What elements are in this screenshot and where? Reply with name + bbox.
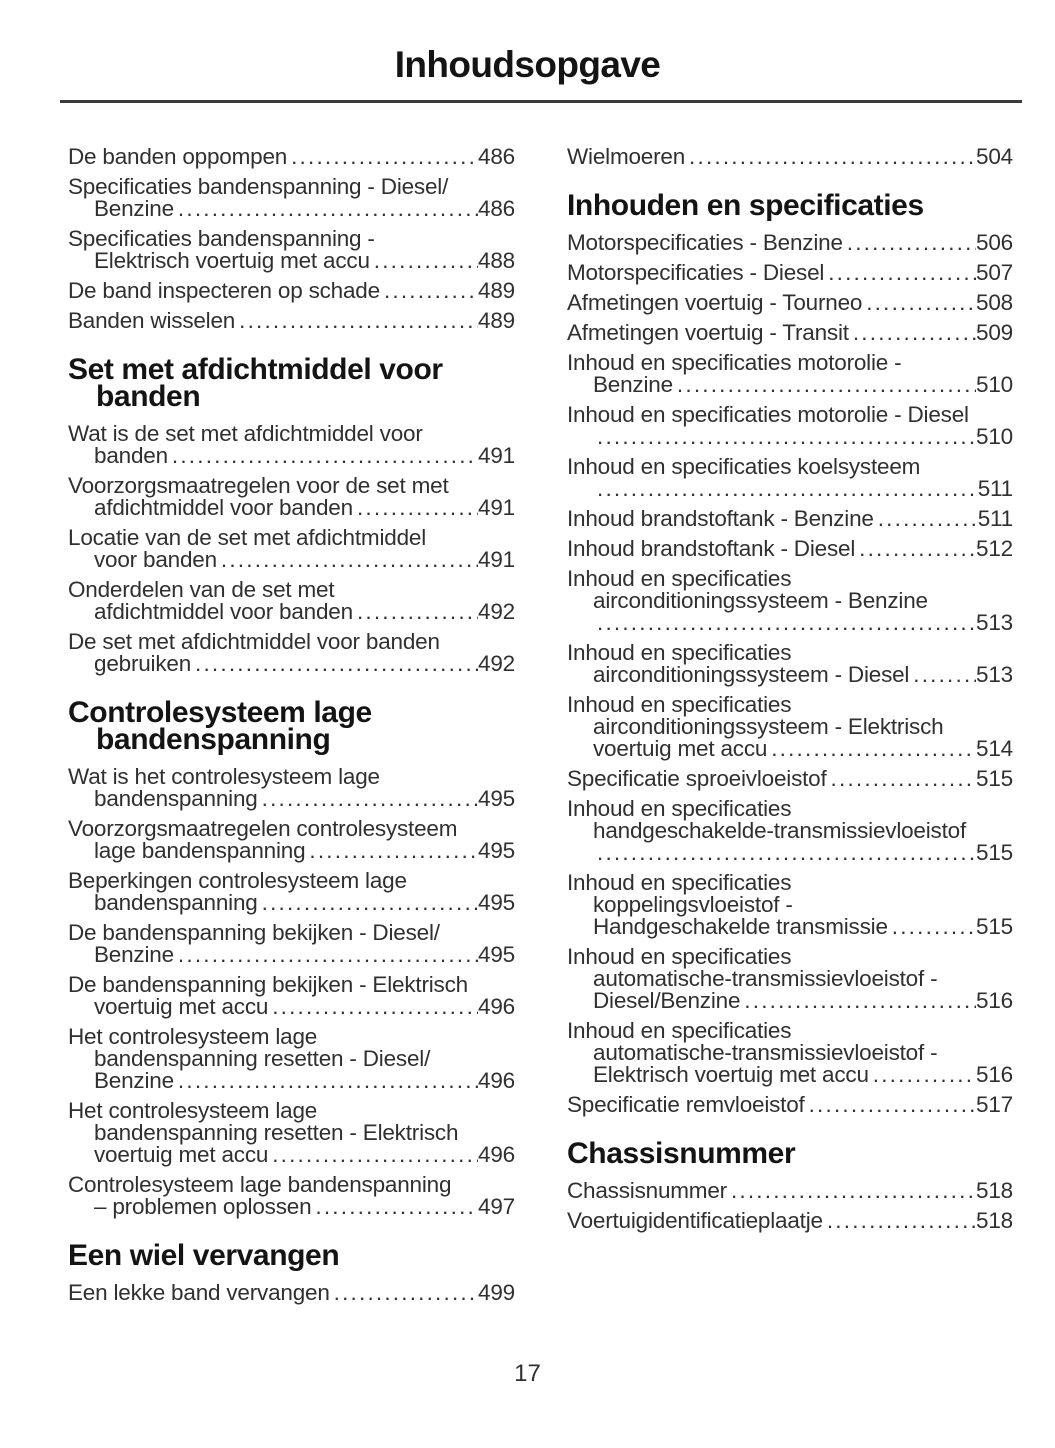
entry-text: Afmetingen voertuig - Transit [567, 320, 849, 345]
leader-dots [262, 788, 478, 810]
toc-entry [68, 176, 515, 220]
toc-entry [68, 146, 515, 168]
toc-entry [68, 922, 515, 966]
entry-text: airconditioningssysteem - Diesel [593, 662, 910, 687]
toc-entry [68, 631, 515, 675]
entry-text: Elektrisch voertuig met accu [593, 1062, 869, 1087]
leader-dots [357, 497, 478, 519]
entry-text: Benzine [94, 1068, 174, 1093]
entry-text: voertuig met accu [593, 736, 768, 761]
entry-text: afdichtmiddel voor banden [94, 495, 353, 520]
leader-dots [828, 262, 976, 284]
leader-dots [597, 426, 976, 448]
entry-text: De band inspecteren op schade [68, 278, 380, 303]
leader-dots [892, 916, 976, 938]
leader-dots [597, 478, 978, 500]
entry-page-number: 515 [976, 840, 1013, 865]
entry-text: Voertuigidentificatieplaatje [567, 1208, 823, 1233]
entry-page-number: 513 [976, 662, 1013, 687]
entry-page-number: 497 [478, 1194, 515, 1219]
toc-entry [567, 872, 1013, 938]
entry-page-number: 495 [478, 942, 515, 967]
toc-entry [68, 475, 515, 519]
toc-entry [567, 642, 1013, 686]
toc-entry [68, 228, 515, 272]
entry-page-number: 496 [478, 1142, 515, 1167]
toc-entry [567, 456, 1013, 500]
entry-text: voor banden [94, 547, 217, 572]
entry-line: Wat is de set met afdichtmiddel voor [68, 421, 423, 446]
entry-last-line [68, 445, 515, 467]
entry-last-line [68, 653, 515, 675]
leader-dots [334, 1282, 478, 1304]
entry-page-number: 486 [478, 144, 515, 169]
entry-page-number: 514 [976, 736, 1013, 761]
entry-line: bandenspanning resetten - Diesel/ [94, 1046, 431, 1071]
entry-last-line [68, 892, 515, 914]
entry-page-number: 491 [478, 495, 515, 520]
leader-dots [731, 1180, 976, 1202]
entry-last-line [567, 738, 1013, 760]
entry-last-line [68, 198, 515, 220]
entry-page-number: 512 [976, 536, 1013, 561]
entry-last-line [567, 612, 1013, 634]
toc-entry [68, 974, 515, 1018]
entry-text: Afmetingen voertuig - Tourneo [567, 290, 863, 315]
toc-entry [567, 232, 1013, 254]
toc-entry [68, 870, 515, 914]
leader-dots [374, 250, 478, 272]
entry-last-line [567, 232, 1013, 254]
toc-entry [567, 694, 1013, 760]
entry-last-line [68, 1196, 515, 1218]
toc-left-column [68, 146, 515, 1312]
toc-entry [567, 538, 1013, 560]
leader-dots [221, 549, 478, 571]
entry-last-line [68, 280, 515, 302]
toc-entry [68, 310, 515, 332]
entry-text: afdichtmiddel voor banden [94, 599, 353, 624]
leader-dots [239, 310, 478, 332]
leader-dots [866, 292, 976, 314]
toc-entry [567, 1094, 1013, 1116]
section-heading [567, 1137, 1013, 1170]
toc-entry [567, 1210, 1013, 1232]
entry-page-number: 499 [478, 1280, 515, 1305]
leader-dots [172, 445, 478, 467]
entry-text: Banden wisselen [68, 308, 236, 333]
entry-page-number: 510 [976, 372, 1013, 397]
entry-line: Inhoud en specificaties motorolie - Diesel [567, 402, 969, 427]
entry-line: Inhoud en specificaties [567, 640, 792, 665]
entry-last-line [567, 916, 1013, 938]
entry-text: banden [94, 443, 168, 468]
toc-entry [567, 798, 1013, 864]
heading-line: Chassisnummer [567, 1137, 796, 1170]
entry-text: Benzine [94, 942, 174, 967]
entry-last-line [68, 996, 515, 1018]
entry-page-number: 506 [976, 230, 1013, 255]
entry-last-line [567, 1180, 1013, 1202]
entry-page-number: 491 [478, 443, 515, 468]
entry-page-number: 496 [478, 994, 515, 1019]
toc-entry [567, 946, 1013, 1012]
entry-page-number: 516 [976, 1062, 1013, 1087]
toc-entry [567, 146, 1013, 168]
heading-line: banden [96, 380, 201, 413]
entry-text: voertuig met accu [94, 1142, 269, 1167]
heading-line: Een wiel vervangen [68, 1239, 340, 1272]
entry-line: Specificaties bandenspanning - Diesel/ [68, 174, 449, 199]
entry-line: Controlesysteem lage bandenspanning [68, 1172, 452, 1197]
entry-text: Benzine [94, 196, 174, 221]
leader-dots [809, 1094, 976, 1116]
entry-line: De bandenspanning bekijken - Diesel/ [68, 920, 440, 945]
entry-page-number: 507 [976, 260, 1013, 285]
entry-text: Inhoud brandstoftank - Diesel [567, 536, 856, 561]
entry-text: De banden oppompen [68, 144, 288, 169]
entry-page-number: 508 [976, 290, 1013, 315]
entry-page-number: 496 [478, 1068, 515, 1093]
toc-entry [567, 322, 1013, 344]
entry-page-number: 515 [976, 766, 1013, 791]
entry-text: voertuig met accu [94, 994, 269, 1019]
leader-dots [272, 996, 478, 1018]
entry-last-line [567, 426, 1013, 448]
entry-line: Inhoud en specificaties [567, 796, 792, 821]
entry-line: Inhoud en specificaties [567, 566, 792, 591]
leader-dots [677, 374, 976, 396]
entry-last-line [567, 538, 1013, 560]
entry-page-number: 509 [976, 320, 1013, 345]
leader-dots [878, 508, 978, 530]
leader-dots [309, 840, 478, 862]
entry-text: lage bandenspanning [94, 838, 306, 863]
entry-text: bandenspanning [94, 890, 258, 915]
entry-last-line [567, 1064, 1013, 1086]
entry-line: handgeschakelde-transmissievloeistof [593, 818, 967, 843]
entry-page-number: 486 [478, 196, 515, 221]
entry-last-line [567, 664, 1013, 686]
entry-last-line [567, 1094, 1013, 1116]
entry-text: Inhoud brandstoftank - Benzine [567, 506, 874, 531]
entry-page-number: 511 [977, 476, 1013, 501]
entry-text: Diesel/Benzine [593, 988, 741, 1013]
leader-dots [847, 232, 976, 254]
toc-entry [567, 508, 1013, 530]
entry-line: Inhoud en specificaties [567, 944, 792, 969]
leader-dots [873, 1064, 976, 1086]
leader-dots [913, 664, 976, 686]
toc-entry [68, 1174, 515, 1218]
entry-line: Inhoud en specificaties [567, 870, 792, 895]
entry-text: Specificatie sproeivloeistof [567, 766, 827, 791]
toc-entry [567, 292, 1013, 314]
toc-entry [567, 1020, 1013, 1086]
toc-entry [68, 818, 515, 862]
entry-line: Inhoud en specificaties koelsysteem [567, 454, 921, 479]
section-heading [68, 1239, 515, 1272]
entry-line: Het controlesysteem lage [68, 1098, 318, 1123]
toc-entry [567, 768, 1013, 790]
entry-last-line [68, 840, 515, 862]
toc-entry [68, 280, 515, 302]
heading-line: bandenspanning [96, 723, 331, 756]
title-divider [60, 100, 1022, 103]
leader-dots [597, 842, 976, 864]
section-heading [68, 353, 515, 413]
page-title: Inhoudsopgave [394, 44, 661, 85]
section-heading [567, 189, 1013, 222]
leader-dots [195, 653, 478, 675]
entry-page-number: 489 [478, 278, 515, 303]
entry-last-line [68, 250, 515, 272]
leader-dots [291, 146, 478, 168]
entry-line: bandenspanning resetten - Elektrisch [94, 1120, 459, 1145]
entry-last-line [68, 944, 515, 966]
entry-last-line [567, 842, 1013, 864]
entry-line: Inhoud en specificaties motorolie - [567, 350, 902, 375]
entry-line: Inhoud en specificaties [567, 1018, 792, 1043]
entry-last-line [567, 478, 1013, 500]
entry-page-number: 517 [976, 1092, 1013, 1117]
entry-page-number: 495 [478, 786, 515, 811]
entry-line: Voorzorgsmaatregelen voor de set met [68, 473, 449, 498]
entry-line: De set met afdichtmiddel voor banden [68, 629, 440, 654]
entry-text: Specificatie remvloeistof [567, 1092, 805, 1117]
heading-line: Inhouden en specificaties [567, 189, 924, 222]
entry-page-number: 516 [976, 988, 1013, 1013]
entry-line: Wat is het controlesysteem lage [68, 764, 380, 789]
entry-page-number: 495 [478, 838, 515, 863]
toc-entry [68, 1026, 515, 1092]
leader-dots [859, 538, 976, 560]
entry-page-number: 491 [478, 547, 515, 572]
entry-line: Onderdelen van de set met [68, 577, 335, 602]
entry-last-line [567, 374, 1013, 396]
entry-line: Locatie van de set met afdichtmiddel [68, 525, 427, 550]
entry-last-line [68, 601, 515, 623]
entry-page-number: 518 [976, 1178, 1013, 1203]
toc-entry [68, 423, 515, 467]
entry-last-line [567, 768, 1013, 790]
toc-entry [567, 1180, 1013, 1202]
entry-text: Benzine [593, 372, 673, 397]
leader-dots [178, 198, 478, 220]
leader-dots [357, 601, 478, 623]
entry-last-line [68, 310, 515, 332]
entry-last-line [68, 788, 515, 810]
toc-entry [68, 1282, 515, 1304]
entry-text: Motorspecificaties - Benzine [567, 230, 843, 255]
entry-text: Wielmoeren [567, 144, 686, 169]
entry-last-line [567, 146, 1013, 168]
toc-entry [68, 766, 515, 810]
leader-dots [262, 892, 478, 914]
entry-text: gebruiken [94, 651, 192, 676]
entry-text: Motorspecificaties - Diesel [567, 260, 825, 285]
leader-dots [178, 944, 478, 966]
entry-line: Inhoud en specificaties [567, 692, 792, 717]
entry-last-line [68, 146, 515, 168]
toc-entry [567, 404, 1013, 448]
heading-line: Controlesysteem lage [68, 696, 372, 729]
entry-line: airconditioningssysteem - Elektrisch [593, 714, 944, 739]
toc-entry [567, 262, 1013, 284]
entry-page-number: 518 [976, 1208, 1013, 1233]
entry-page-number: 511 [977, 506, 1013, 531]
section-heading [68, 696, 515, 756]
leader-dots [771, 738, 976, 760]
entry-text: Chassisnummer [567, 1178, 727, 1203]
footer-page-number: 17 [514, 1360, 541, 1387]
entry-line: Specificaties bandenspanning - [68, 226, 375, 251]
toc-entry [68, 579, 515, 623]
entry-page-number: 489 [478, 308, 515, 333]
entry-last-line [567, 1210, 1013, 1232]
entry-last-line [567, 322, 1013, 344]
entry-line: koppelingsvloeistof - [593, 892, 793, 917]
entry-page-number: 488 [478, 248, 515, 273]
toc-right-column [567, 146, 1013, 1312]
leader-dots [384, 280, 478, 302]
entry-page-number: 510 [976, 424, 1013, 449]
leader-dots [272, 1144, 478, 1166]
entry-line: Beperkingen controlesysteem lage [68, 868, 407, 893]
toc-columns [68, 146, 1013, 1312]
entry-last-line [567, 990, 1013, 1012]
leader-dots [597, 612, 976, 634]
entry-page-number: 492 [478, 651, 515, 676]
entry-page-number: 515 [976, 914, 1013, 939]
leader-dots [831, 768, 977, 790]
leader-dots [827, 1210, 976, 1232]
entry-text: Handgeschakelde transmissie [593, 914, 888, 939]
entry-last-line [68, 1282, 515, 1304]
leader-dots [689, 146, 976, 168]
entry-last-line [567, 292, 1013, 314]
entry-line: airconditioningssysteem - Benzine [593, 588, 928, 613]
entry-text: Een lekke band vervangen [68, 1280, 330, 1305]
entry-last-line [567, 262, 1013, 284]
entry-page-number: 504 [976, 144, 1013, 169]
entry-last-line [68, 1070, 515, 1092]
leader-dots [853, 322, 976, 344]
entry-text: – problemen oplossen [94, 1194, 312, 1219]
entry-text: Elektrisch voertuig met accu [94, 248, 370, 273]
entry-line: De bandenspanning bekijken - Elektrisch [68, 972, 468, 997]
entry-page-number: 513 [976, 610, 1013, 635]
toc-entry [567, 352, 1013, 396]
entry-text: bandenspanning [94, 786, 258, 811]
entry-last-line [567, 508, 1013, 530]
leader-dots [178, 1070, 478, 1092]
entry-last-line [68, 497, 515, 519]
entry-line: Het controlesysteem lage [68, 1024, 318, 1049]
toc-entry [68, 1100, 515, 1166]
leader-dots [315, 1196, 478, 1218]
toc-entry [68, 527, 515, 571]
heading-line: Set met afdichtmiddel voor [68, 353, 443, 386]
entry-last-line [68, 1144, 515, 1166]
toc-entry [567, 568, 1013, 634]
entry-page-number: 492 [478, 599, 515, 624]
entry-last-line [68, 549, 515, 571]
entry-line: automatische-transmissievloeistof - [593, 966, 938, 991]
leader-dots [744, 990, 976, 1012]
entry-line: Voorzorgsmaatregelen controlesysteem [68, 816, 458, 841]
entry-page-number: 495 [478, 890, 515, 915]
entry-line: automatische-transmissievloeistof - [593, 1040, 938, 1065]
